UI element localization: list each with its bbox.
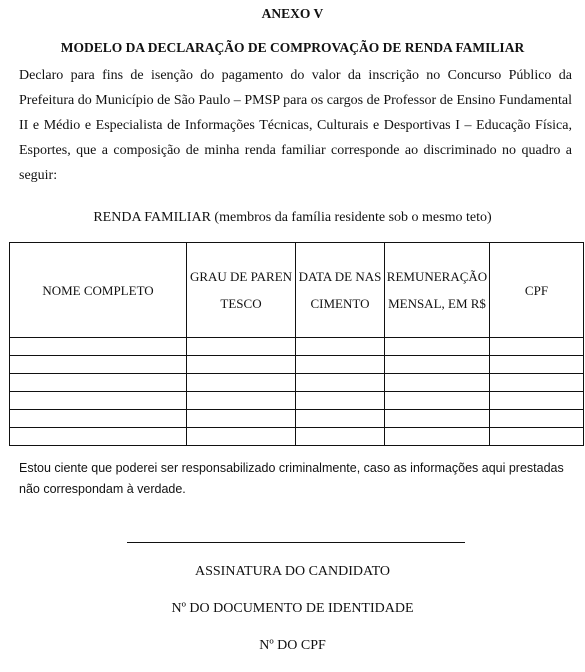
cpf-label: Nº DO CPF [259, 638, 326, 653]
table-cell[interactable] [490, 356, 584, 374]
header-remuneracao: REMUNERAÇÃO MENSAL, EM R$ [385, 243, 490, 338]
table-cell[interactable] [187, 356, 296, 374]
table-cell[interactable] [296, 374, 385, 392]
table-cell[interactable] [10, 356, 187, 374]
table-row [10, 356, 584, 374]
table-cell[interactable] [10, 428, 187, 446]
header-nome: NOME COMPLETO [10, 243, 187, 338]
table-cell[interactable] [385, 428, 490, 446]
table-cell[interactable] [490, 410, 584, 428]
table-cell[interactable] [490, 374, 584, 392]
declaration-paragraph: Declaro para fins de isenção do pagamento do valor da inscrição no Concurso Público da Prefeitura do Município de São Paulo – PMSP para os cargos de Professor de Ensino Fundamental II e Médio e Especialista de Informações Técnicas, Culturais e Desportivas I – Educação Física, Esportes, que a composição de minha renda familiar corresponde ao discriminado no quadro a seguir: [19, 68, 572, 183]
table-header-row [10, 243, 584, 338]
table-title: RENDA FAMILIAR (membros da família residente sob o mesmo teto) [93, 210, 492, 225]
table-cell[interactable] [187, 392, 296, 410]
header-data: DATA DE NASCIMENTO [296, 243, 385, 338]
table-row [10, 410, 584, 428]
table-cell[interactable] [385, 356, 490, 374]
responsibility-statement: Estou ciente que poderei ser responsabilizado criminalmente, caso as informações aqui prestadas não correspondam à verdade. [19, 461, 564, 496]
table-row [10, 392, 584, 410]
table-cell[interactable] [385, 410, 490, 428]
table-row [10, 338, 584, 356]
table-cell[interactable] [490, 338, 584, 356]
table-cell[interactable] [385, 374, 490, 392]
table-cell[interactable] [187, 338, 296, 356]
table-cell[interactable] [490, 428, 584, 446]
model-title: MODELO DA DECLARAÇÃO DE COMPROVAÇÃO DE RENDA FAMILIAR [60, 40, 525, 55]
table-cell[interactable] [296, 410, 385, 428]
table-cell[interactable] [187, 428, 296, 446]
table-cell[interactable] [10, 374, 187, 392]
table-cell[interactable] [385, 392, 490, 410]
table-cell[interactable] [10, 410, 187, 428]
signature-label: ASSINATURA DO CANDIDATO [195, 564, 390, 579]
table-cell[interactable] [296, 338, 385, 356]
table-cell[interactable] [187, 410, 296, 428]
id-document-label: Nº DO DOCUMENTO DE IDENTIDADE [171, 601, 414, 616]
family-income-table [9, 242, 584, 446]
annex-title: ANEXO V [261, 6, 324, 21]
table-cell[interactable] [385, 338, 490, 356]
table-cell[interactable] [187, 374, 296, 392]
table-cell[interactable] [296, 356, 385, 374]
table-cell[interactable] [10, 338, 187, 356]
table-row [10, 428, 584, 446]
table-cell[interactable] [490, 392, 584, 410]
signature-line[interactable] [127, 542, 465, 543]
header-cpf: CPF [490, 243, 584, 338]
table-row [10, 374, 584, 392]
header-grau: GRAU DE PARENTESCO [187, 243, 296, 338]
table-cell[interactable] [296, 428, 385, 446]
table-cell[interactable] [10, 392, 187, 410]
table-cell[interactable] [296, 392, 385, 410]
